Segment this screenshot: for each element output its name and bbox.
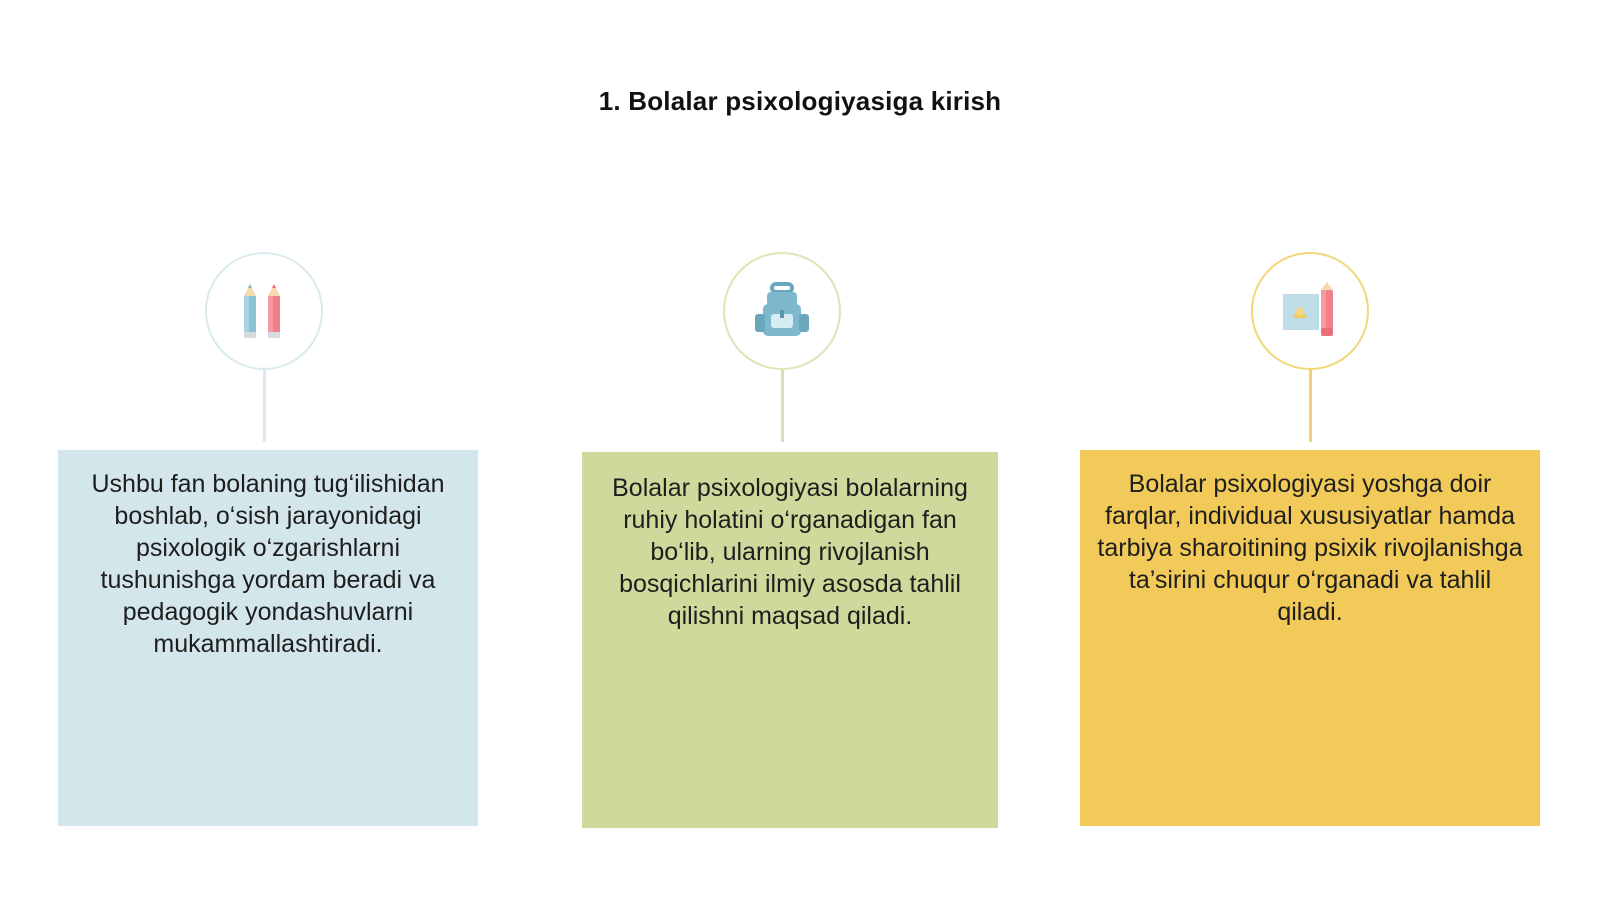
connector-line-2 — [781, 370, 784, 442]
info-card-2: Bolalar psixologiyasi bolalarning ruhiy holatini o‘rganadigan fan bo‘lib, ularning rivojlanish bosqichlarini ilmiy asosda tahlil qilishni maqsad qiladi. — [582, 452, 998, 828]
icon-circle-3 — [1251, 252, 1369, 370]
slide-title: 1. Bolalar psixologiyasiga kirish — [598, 86, 1002, 116]
drawing-crayon-icon — [1281, 282, 1339, 340]
connector-line-3 — [1309, 370, 1312, 442]
pencils-icon — [240, 282, 288, 340]
info-card-1: Ushbu fan bolaning tug‘ilishidan boshlab, o‘sish jarayonidagi psixologik o‘zgarishlarni tushunishga yordam beradi va pedagogik yondashuvlarni mukammallashtiradi. — [58, 450, 478, 826]
icon-circle-2 — [723, 252, 841, 370]
backpack-icon — [753, 282, 811, 340]
connector-line-1 — [263, 370, 266, 442]
info-card-3: Bolalar psixologiyasi yoshga doir farqlar, individual xususiyatlar hamda tarbiya sharoitining psixik rivojlanishga ta’sirini chuqur o‘rganadi va tahlil qiladi. — [1080, 450, 1540, 826]
icon-circle-1 — [205, 252, 323, 370]
